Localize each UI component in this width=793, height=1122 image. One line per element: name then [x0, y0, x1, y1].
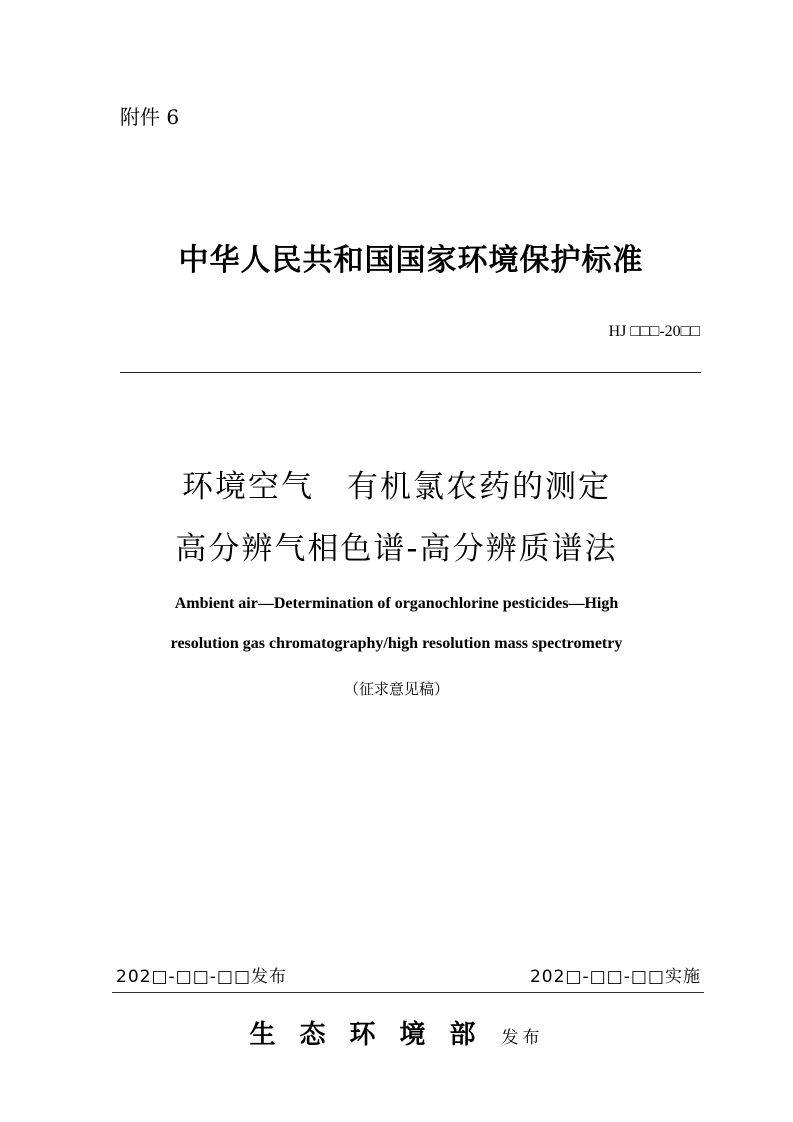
footer-divider: [112, 992, 704, 993]
attachment-label: 附件 6: [120, 105, 180, 129]
title-cn-line1: 环境空气 有机氯农药的测定: [182, 469, 611, 505]
issuer-suffix: 发布: [501, 1028, 544, 1048]
national-standard-heading: 中华人民共和国国家环境保护标准: [178, 243, 644, 278]
standard-code: HJ □□□-20□□: [608, 323, 700, 340]
issuer-line: [0, 1018, 793, 1055]
title-en-line1: Ambient air—Determination of organochlorine pesticides—High: [174, 595, 619, 612]
header-divider: [120, 372, 701, 373]
title-cn-line2: 高分辨气相色谱-高分辨质谱法: [175, 531, 618, 567]
publish-date: 202□-□□-□□发布: [116, 967, 288, 987]
draft-label: （征求意见稿）: [343, 680, 449, 698]
issuer-name: 生态环境部: [249, 1020, 500, 1050]
implement-date: 202□-□□-□□实施: [529, 967, 701, 987]
title-en-line2: resolution gas chromatography/high resolution mass spectrometry: [170, 635, 623, 652]
